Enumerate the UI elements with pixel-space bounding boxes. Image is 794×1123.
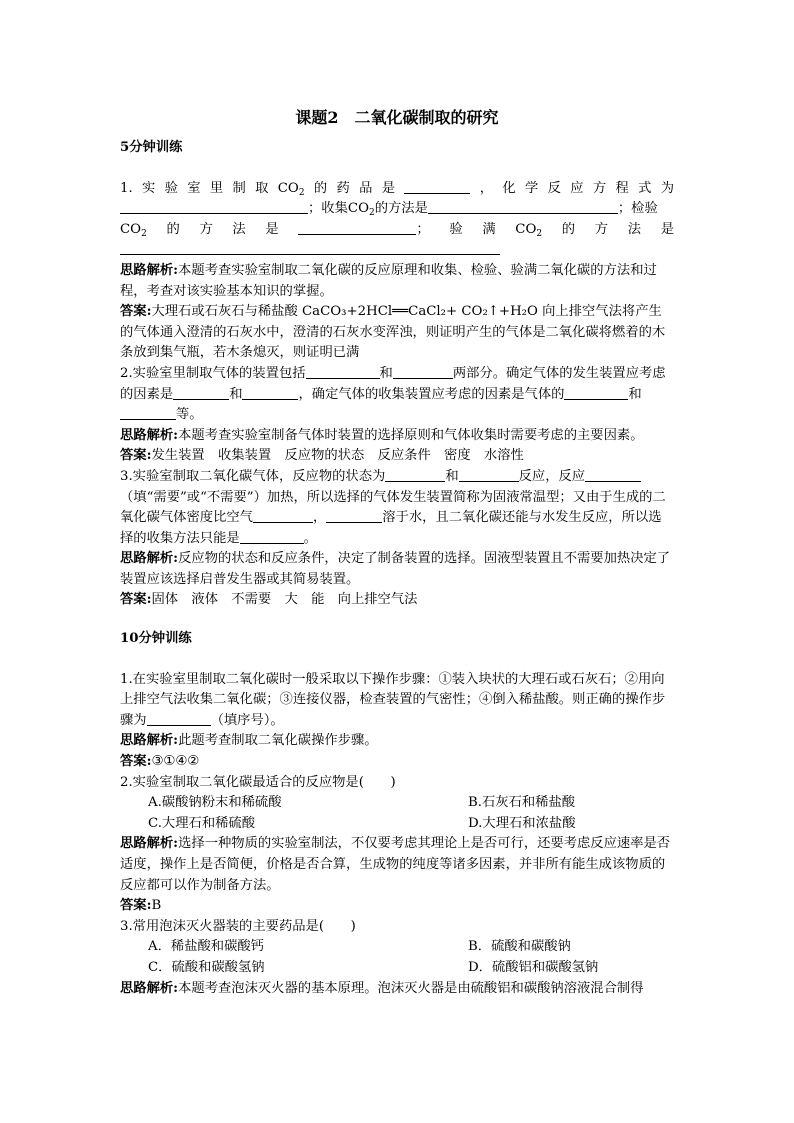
answer-label: 答案: [120, 898, 152, 914]
blank[interactable] [173, 385, 229, 400]
answer-text: 固体 液体 不需要 大 能 向上排空气法 [151, 592, 418, 608]
question-text: ，化学反应方程式为 [470, 180, 675, 196]
document-body [120, 106, 674, 999]
question-text: 1.在实验室里制取二氧化碳时一般采取以下操作步骤：①装入块状的大理石或石灰石；②用向上排空气法收集二氧化碳；③连接仪器，检查装置的气密性；④倒入稀盐酸。则正确的操作步骤为 [120, 671, 666, 728]
answer-label: 答案: [120, 592, 152, 608]
question-text: CO [120, 221, 142, 237]
question: 2.实验室制取二氧化碳最适合的反应物是( ) [120, 774, 396, 790]
question-text: 的方法是 [374, 201, 428, 217]
option-a[interactable]: A．稀盐酸和碳酸钙 [148, 939, 264, 955]
blank[interactable] [120, 405, 176, 420]
question-text: 3.实验室制取二氧化碳气体，反应物的状态为 [120, 468, 386, 484]
subscript: 2 [141, 228, 147, 239]
blank[interactable] [253, 508, 313, 523]
answer-text: 大理石或石灰石与稀盐酸 CaCO₃+2HCl══CaCl₂+ CO₂↑+H₂O 向上排空气法将产生的气体通入澄清的石灰水中，澄清的石灰水变浑浊，则证明产生的气体是二氧化碳将燃着的木条放到集气瓶，若木条熄灭，则证明已满 [120, 304, 666, 361]
question-text: （填“需要”或“不需要”）加热，所以选择的气体发生装置简称为固液常温型；又由于生成的二氧化碳气体密度比空气 [120, 489, 666, 526]
analysis [120, 426, 674, 447]
answer [120, 302, 674, 364]
blank[interactable] [120, 199, 308, 214]
analysis-label: 思路解析: [120, 980, 179, 996]
options-grid [120, 937, 674, 978]
answer-label: 答案: [120, 754, 152, 770]
option-d[interactable]: D.大理石和浓盐酸 [468, 815, 576, 831]
question-text: ，确定气体的收集装置应考虑的因素是气体的 [298, 386, 565, 402]
answer-label: 答案: [120, 304, 152, 320]
analysis-label: 思路解析: [120, 551, 179, 567]
option-c[interactable]: C.大理石和稀硫酸 [148, 815, 256, 831]
analysis-label: 思路解析: [120, 427, 179, 443]
question-line [120, 179, 674, 200]
blank[interactable] [385, 467, 445, 482]
question-line [120, 220, 674, 241]
analysis [120, 731, 674, 752]
question-text: 的方法是 [542, 221, 675, 237]
analysis-text: 本题考查泡沫灭火器的基本原理。泡沫灭火器是由硫酸铝和碳酸钠溶液混合制得 [178, 980, 644, 996]
question-text: 2.实验室里制取气体的装置包括 [120, 365, 306, 381]
question-text: 和 [379, 365, 393, 381]
analysis [120, 549, 674, 590]
question [120, 467, 674, 549]
question-text: 1.实验室里制取CO [120, 180, 299, 196]
analysis-label: 思路解析: [120, 262, 179, 278]
analysis-text: 反应物的状态和反应条件，决定了制备装置的选择。固液型装置且不需要加热决定了装置应该选择启普发生器或其简易装置。 [120, 551, 671, 587]
question-text: ， [312, 510, 327, 526]
blank[interactable] [326, 508, 382, 523]
subscript: 2 [298, 187, 305, 198]
question-text: 反应，反应 [518, 468, 586, 484]
section-heading-10min: 10分钟训练 [120, 631, 192, 647]
blank[interactable] [242, 385, 298, 400]
question-text: （填序号）。 [210, 712, 284, 728]
page-title: 课题2 二氧化碳制取的研究 [295, 108, 499, 127]
blank[interactable] [298, 220, 416, 235]
question-text: 的方法是 [146, 221, 299, 237]
analysis-text: 选择一种物质的实验室制法，不仅要考虑其理论上是否可行，还要考虑反应速率是否适度，操作上是否简便，价格是否合算，生成物的纯度等诸多因素，并非所有能生成该物质的反应都可以作为制备方法。 [120, 836, 671, 893]
answer [120, 446, 674, 467]
analysis [120, 979, 674, 1000]
answer [120, 590, 674, 611]
analysis-text: 本题考查实验室制取二氧化碳的反应原理和收集、检验、验满二氧化碳的方法和过程，考查对该实验基本知识的掌握。 [120, 262, 657, 299]
blank[interactable] [120, 240, 500, 255]
analysis-label: 思路解析: [120, 836, 179, 852]
question-text: 等。 [176, 407, 203, 423]
analysis [120, 834, 674, 896]
question-text: 溶于水，且二氧化碳还能与水发生反应，所以选择的收集方法只能是 [120, 510, 662, 546]
question [120, 670, 674, 732]
option-b[interactable]: B．硫酸和碳酸钠 [468, 939, 571, 955]
blank[interactable] [404, 179, 470, 194]
question-text: ；验满CO [416, 221, 537, 237]
answer [120, 752, 674, 773]
subscript: 2 [368, 208, 375, 219]
answer-text: B [151, 898, 162, 914]
question-text: 和 [445, 468, 459, 484]
question-line [120, 240, 674, 261]
option-b[interactable]: B.石灰石和稀盐酸 [468, 795, 576, 811]
analysis-text: 此题考查制取二氧化碳操作步骤。 [178, 733, 378, 749]
blank[interactable] [564, 385, 628, 400]
option-d[interactable]: D．硫酸铝和碳酸氢钠 [468, 959, 599, 975]
section-heading-5min: 5分钟训练 [120, 140, 183, 155]
question-text: 的药品是 [304, 180, 405, 196]
blank[interactable] [393, 364, 453, 379]
analysis-text: 本题考查实验室制备气体时装置的选择原则和气体收集时需要考虑的主要因素。 [178, 427, 644, 443]
analysis-label: 思路解析: [120, 733, 179, 749]
question-text: 和 [628, 386, 642, 402]
option-a[interactable]: A.碳酸钠粉末和稀硫酸 [148, 795, 282, 811]
question-text: ；收集CO [308, 201, 369, 217]
question-text: 。 [303, 530, 317, 546]
answer-text: 发生装置 收集装置 反应物的状态 反应条件 密度 水溶性 [151, 448, 524, 464]
answer-text: ③①④② [151, 754, 200, 770]
blank[interactable] [585, 467, 641, 482]
question-text: 和 [229, 386, 243, 402]
blank[interactable] [147, 711, 211, 726]
answer [120, 896, 674, 917]
blank[interactable] [459, 467, 519, 482]
blank[interactable] [306, 364, 380, 379]
blank[interactable] [240, 529, 304, 544]
subscript: 2 [536, 228, 543, 239]
question-text: ；检验 [617, 201, 658, 217]
options-grid [120, 793, 674, 834]
blank[interactable] [428, 199, 618, 214]
analysis [120, 261, 674, 302]
question-line [120, 199, 674, 220]
question [120, 364, 674, 426]
answer-label: 答案: [120, 448, 152, 464]
question: 3.常用泡沫灭火器装的主要药品是( ) [120, 918, 356, 934]
question-text: 两部分。确定气体的发生装置应考虑的因素是 [120, 365, 666, 402]
option-c[interactable]: C．硫酸和碳酸氢钠 [148, 959, 265, 975]
